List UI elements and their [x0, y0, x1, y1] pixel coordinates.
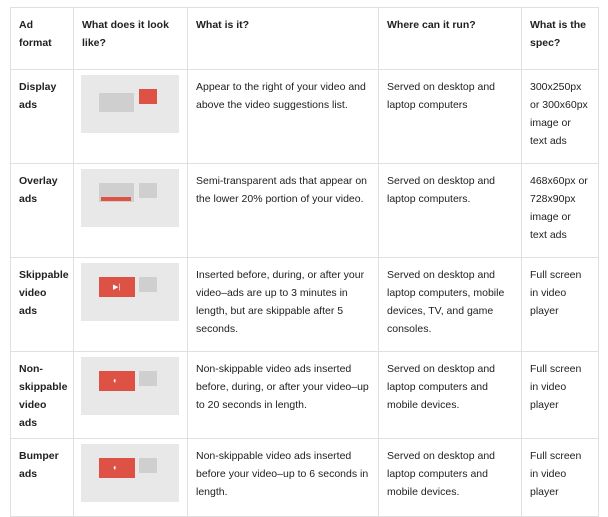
timer-icon: ◐ — [113, 463, 118, 472]
header-look: What does it look like? — [74, 8, 188, 70]
what-cell: Non-skippable video ads inserted before your video–up to 6 seconds in length. — [188, 439, 379, 517]
timer-icon: ◐ — [113, 376, 118, 385]
ad-formats-table — [10, 7, 599, 517]
play-skip-icon: ▶| — [113, 284, 121, 291]
spec-cell: 300x250px or 300x60px image or text ads — [522, 70, 599, 164]
non-skippable-ad-thumbnail-icon — [81, 357, 179, 415]
where-cell: Served on desktop and laptop computers and mobile devices. — [379, 439, 522, 517]
spec-cell: Full screen in video player — [522, 258, 599, 352]
what-cell: Inserted before, during, or after your video–ads are up to 3 minutes in length, but are skippable after 5 seconds. — [188, 258, 379, 352]
header-spec: What is the spec? — [522, 8, 599, 70]
ad-format-cell: Non-skippable video ads — [11, 352, 74, 439]
where-cell: Served on desktop and laptop computers, mobile devices, TV, and game consoles. — [379, 258, 522, 352]
what-cell: Appear to the right of your video and above the video suggestions list. — [188, 70, 379, 164]
header-where: Where can it run? — [379, 8, 522, 70]
table-row — [11, 352, 599, 439]
table-row — [11, 258, 599, 352]
what-cell: Semi-transparent ads that appear on the lower 20% portion of your video. — [188, 164, 379, 258]
header-ad-format: Ad format — [11, 8, 74, 70]
table-header-row — [11, 8, 599, 70]
ad-format-cell: Display ads — [11, 70, 74, 164]
display-ad-thumbnail-icon — [81, 75, 179, 133]
ad-format-cell: Overlay ads — [11, 164, 74, 258]
ad-format-cell: Bumper ads — [11, 439, 74, 517]
what-cell: Non-skippable video ads inserted before, during, or after your video–up to 20 seconds in length. — [188, 352, 379, 439]
table-row — [11, 439, 599, 517]
overlay-ad-thumbnail-icon — [81, 169, 179, 227]
spec-cell: Full screen in video player — [522, 439, 599, 517]
bumper-ad-thumbnail-icon — [81, 444, 179, 502]
where-cell: Served on desktop and laptop computers. — [379, 164, 522, 258]
where-cell: Served on desktop and laptop computers and mobile devices. — [379, 352, 522, 439]
where-cell: Served on desktop and laptop computers — [379, 70, 522, 164]
table-row — [11, 70, 599, 164]
spec-cell: 468x60px or 728x90px image or text ads — [522, 164, 599, 258]
header-what: What is it? — [188, 8, 379, 70]
spec-cell: Full screen in video player — [522, 352, 599, 439]
skippable-ad-thumbnail-icon — [81, 263, 179, 321]
table-row — [11, 164, 599, 258]
ad-format-cell: Skippable video ads — [11, 258, 74, 352]
